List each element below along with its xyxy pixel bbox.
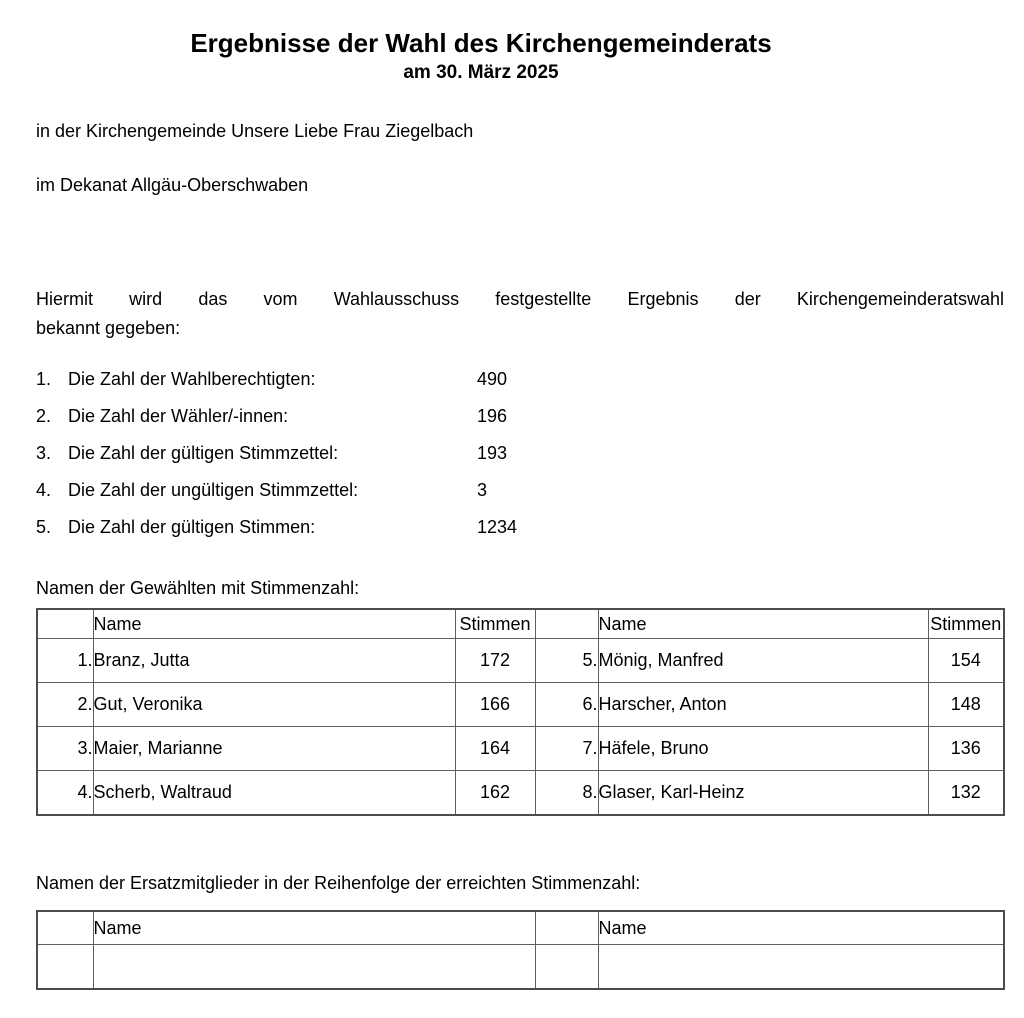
- result-votes-cell: 162: [455, 771, 535, 816]
- parish-line: in der Kirchengemeinde Unsere Liebe Frau Ziegelbach: [36, 121, 474, 141]
- result-votes-cell: 172: [455, 639, 535, 683]
- stat-value: 193: [477, 443, 508, 463]
- column-header-name: Name: [93, 609, 455, 639]
- result-number-cell: 7.: [535, 727, 598, 771]
- column-header-empty: [37, 911, 93, 945]
- stat-value: 1234: [477, 517, 518, 537]
- statistic-item: [36, 406, 1004, 427]
- intro-line-1: Hiermit wird das vom Wahlausschuss festgestellte Ergebnis der Kirchengemeinderatswahl: [36, 289, 1004, 309]
- stat-value: 490: [477, 369, 508, 389]
- substitute-number-cell: [535, 945, 598, 990]
- result-name-cell: Häfele, Bruno: [598, 727, 928, 771]
- statistic-item: [36, 443, 1004, 464]
- result-number-cell: 8.: [535, 771, 598, 816]
- result-votes-cell: 164: [455, 727, 535, 771]
- statistic-item: [36, 369, 1004, 390]
- column-header-votes: Stimmen: [455, 609, 535, 639]
- result-votes-cell: 154: [928, 639, 1004, 683]
- substitutes-table: [36, 910, 1005, 990]
- elected-table: [36, 608, 1005, 816]
- result-number-cell: 1.: [37, 639, 93, 683]
- result-name-cell: Branz, Jutta: [93, 639, 455, 683]
- elected-heading: Namen der Gewählten mit Stimmenzahl:: [36, 578, 360, 598]
- result-name-cell: Maier, Marianne: [93, 727, 455, 771]
- result-name-cell: Mönig, Manfred: [598, 639, 928, 683]
- substitute-number-cell: [37, 945, 93, 990]
- stat-number: 1.: [36, 369, 52, 389]
- statistic-item: [36, 517, 1004, 538]
- table-header-row: [37, 609, 1004, 639]
- stat-number: 4.: [36, 480, 52, 500]
- result-row: [37, 727, 1004, 771]
- result-votes-cell: 136: [928, 727, 1004, 771]
- result-number-cell: 3.: [37, 727, 93, 771]
- substitutes-heading: Namen der Ersatzmitglieder in der Reihenfolge der erreichten Stimmenzahl:: [36, 873, 641, 893]
- stat-value: 3: [477, 480, 488, 500]
- stat-label: Die Zahl der Wähler/-innen:: [68, 406, 289, 426]
- result-votes-cell: 132: [928, 771, 1004, 816]
- dekanat-line: im Dekanat Allgäu-Oberschwaben: [36, 175, 309, 195]
- statistics-list: [36, 369, 1004, 538]
- substitute-row: [37, 945, 1004, 990]
- result-number-cell: 6.: [535, 683, 598, 727]
- document-subtitle: am 30. März 2025: [403, 62, 559, 83]
- column-header-name: Name: [598, 609, 928, 639]
- column-header-votes: Stimmen: [928, 609, 1004, 639]
- stat-value: 196: [477, 406, 508, 426]
- result-name-cell: Scherb, Waltraud: [93, 771, 455, 816]
- stat-number: 3.: [36, 443, 52, 463]
- result-number-cell: 2.: [37, 683, 93, 727]
- result-votes-cell: 148: [928, 683, 1004, 727]
- table-header-row: [37, 911, 1004, 945]
- column-header-name: Name: [93, 911, 535, 945]
- result-number-cell: 4.: [37, 771, 93, 816]
- result-row: [37, 683, 1004, 727]
- intro-paragraph: [36, 285, 1004, 343]
- title-block: [36, 28, 926, 85]
- column-header-empty: [535, 911, 598, 945]
- substitute-name-cell: [598, 945, 1004, 990]
- result-name-cell: Harscher, Anton: [598, 683, 928, 727]
- result-name-cell: Glaser, Karl-Heinz: [598, 771, 928, 816]
- stat-label: Die Zahl der Wahlberechtigten:: [68, 369, 316, 389]
- stat-label: Die Zahl der ungültigen Stimmzettel:: [68, 480, 359, 500]
- stat-label: Die Zahl der gültigen Stimmen:: [68, 517, 316, 537]
- statistic-item: [36, 480, 1004, 501]
- result-row: [37, 639, 1004, 683]
- result-name-cell: Gut, Veronika: [93, 683, 455, 727]
- intro-line-2: bekannt gegeben:: [36, 318, 181, 338]
- result-votes-cell: 166: [455, 683, 535, 727]
- result-row: [37, 771, 1004, 816]
- stat-number: 2.: [36, 406, 52, 426]
- document-title: Ergebnisse der Wahl des Kirchengemeinderats: [190, 28, 772, 58]
- result-number-cell: 5.: [535, 639, 598, 683]
- substitute-name-cell: [93, 945, 535, 990]
- column-header-empty: [535, 609, 598, 639]
- column-header-name: Name: [598, 911, 1004, 945]
- column-header-empty: [37, 609, 93, 639]
- stat-label: Die Zahl der gültigen Stimmzettel:: [68, 443, 339, 463]
- stat-number: 5.: [36, 517, 52, 537]
